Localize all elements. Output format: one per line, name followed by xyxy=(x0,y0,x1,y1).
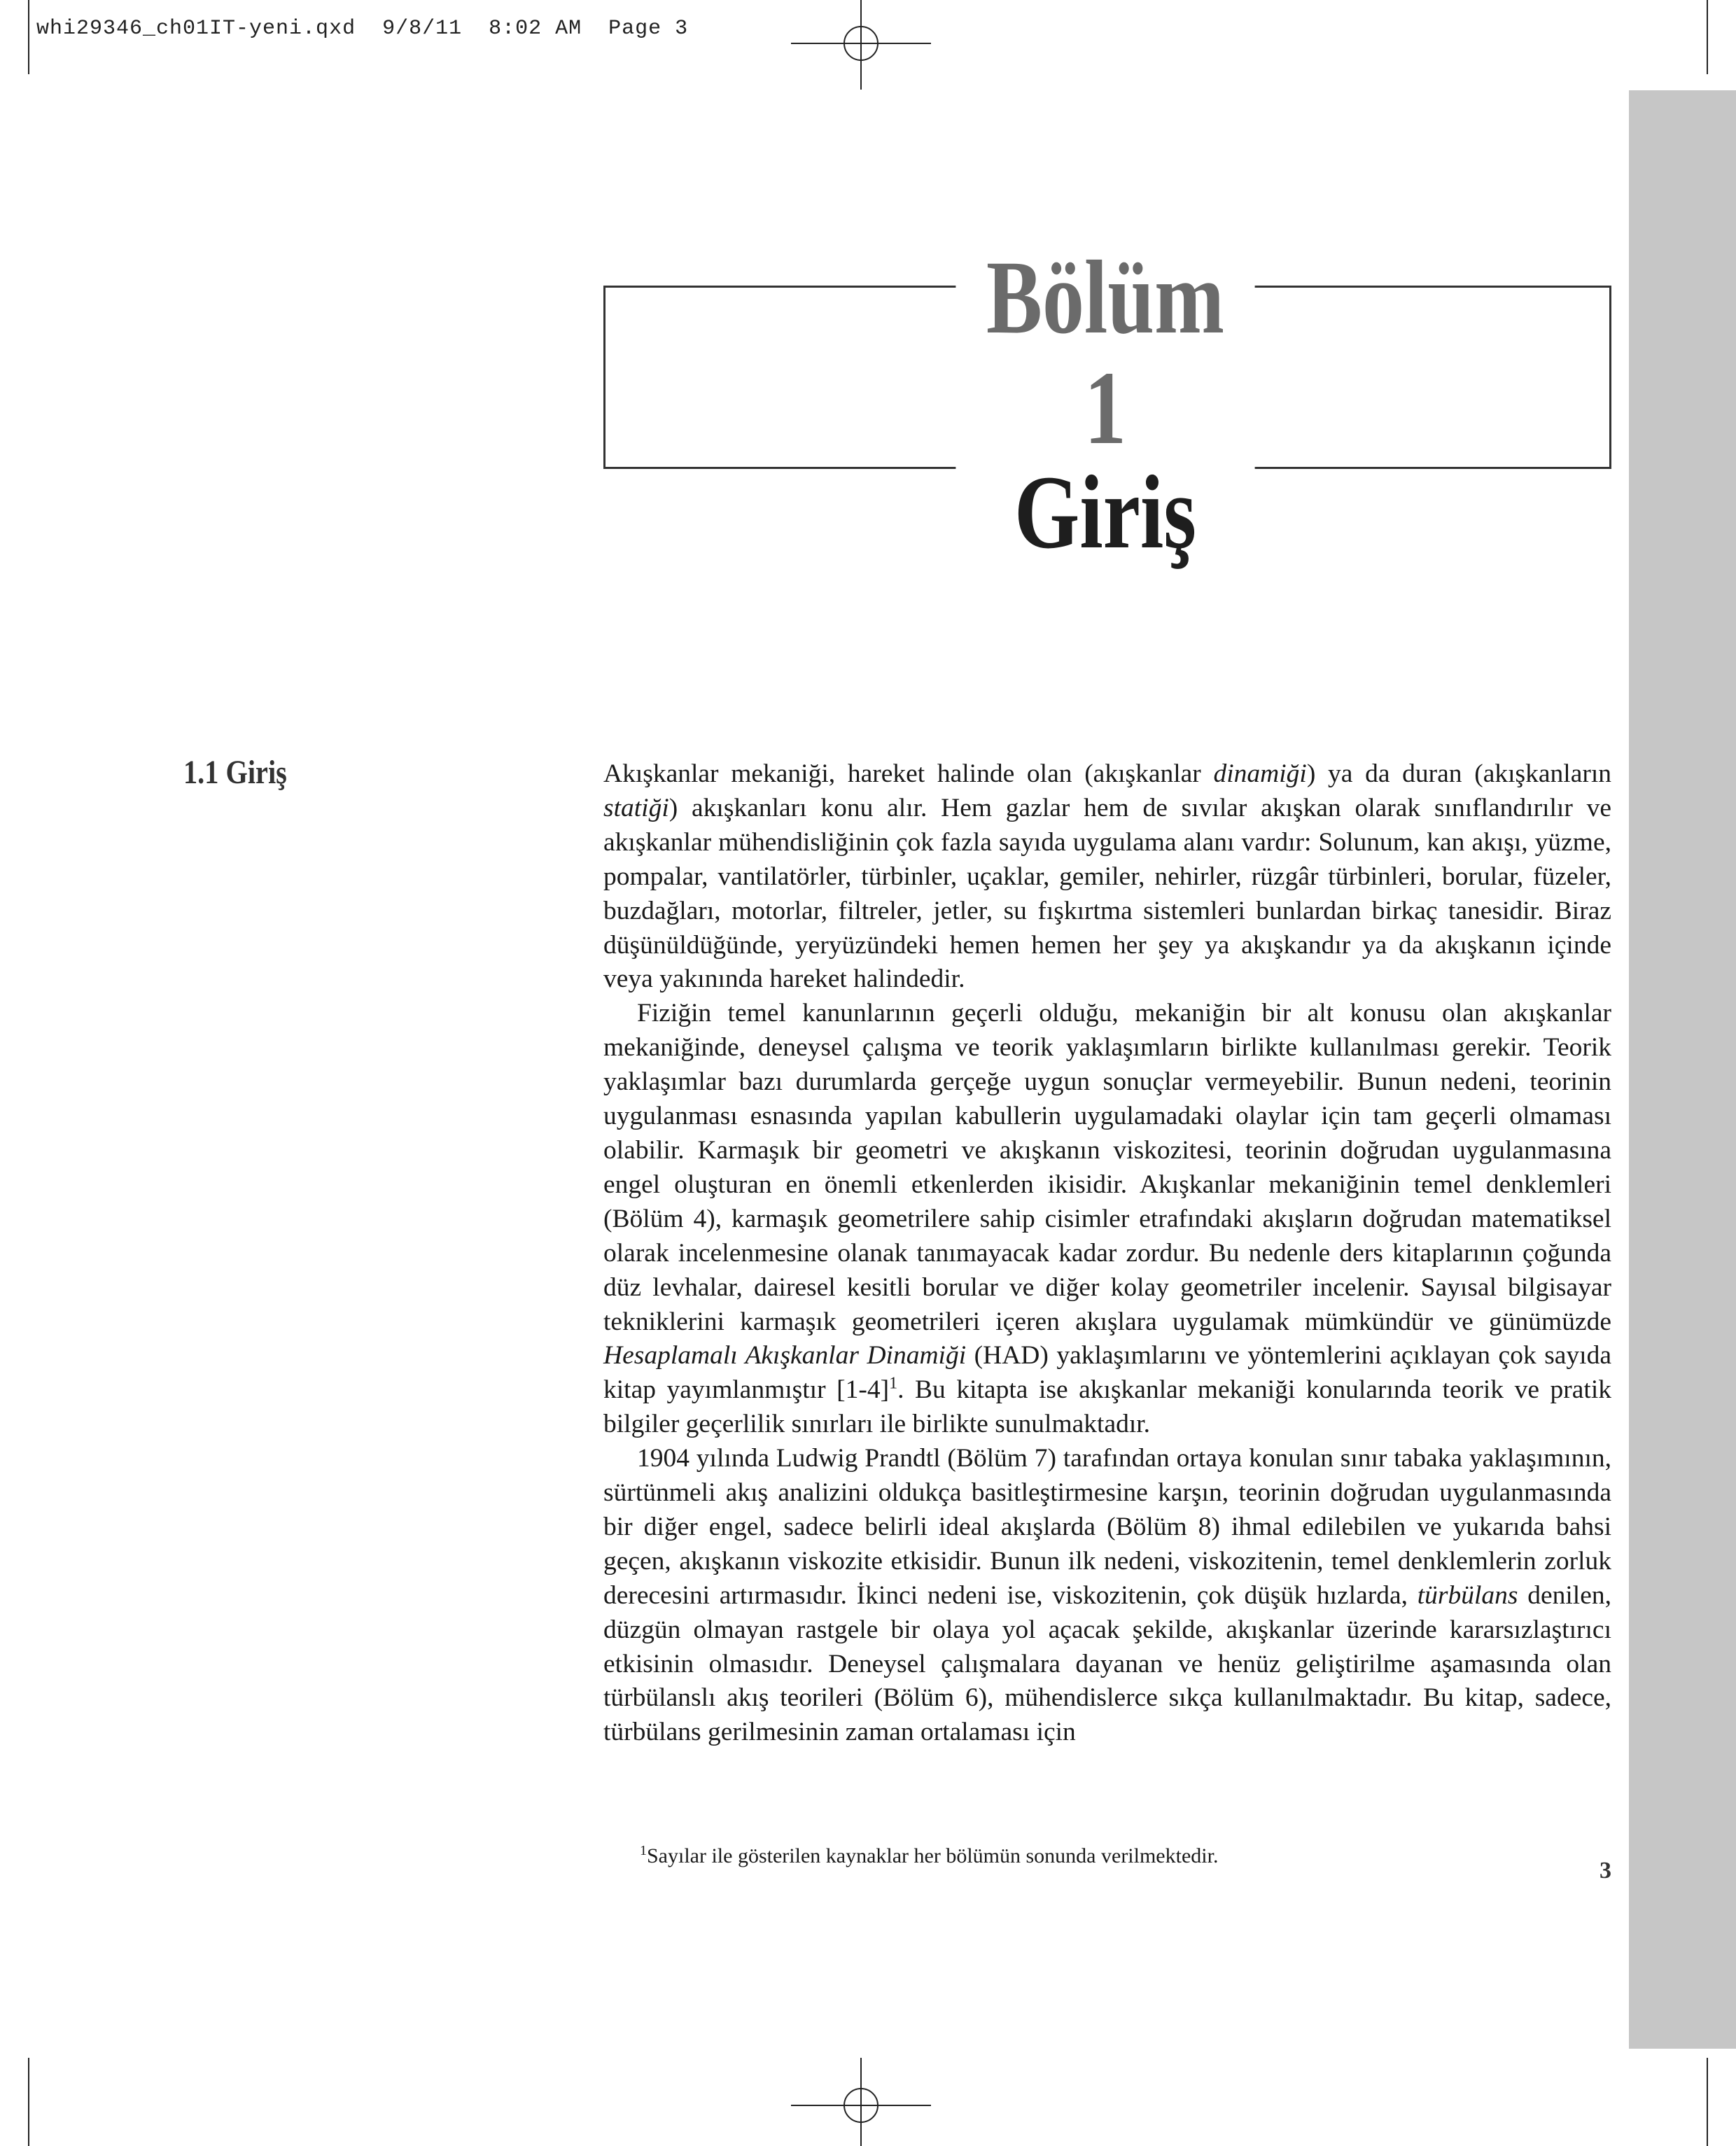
crop-mark-top-left xyxy=(28,0,29,74)
crop-mark-bottom-left xyxy=(28,2058,29,2146)
registration-mark-bottom xyxy=(791,2058,931,2146)
chapter-title: Giriş xyxy=(1014,454,1196,570)
chapter-number-label: Bölüm 1 xyxy=(986,239,1225,466)
text-run: ) akışkanları konu alır. Hem gazlar hem de sıvılar akışkan olarak sınıflandırılır ve akışkanlar mühendisliğinin çok fazla sayıda uygulama alanı vardır: Solunum, kan akışı, yüzme, pompalar, vantilatörler, türbinler, uçaklar, gemiler, nehirler, rüzgâr türbinleri, borular, füzeler, buzdağları, motorlar, filtreler, jetler, su fışkırtma sistemleri bunlardan birkaç tanesidir. Biraz düşünüldüğünde, yeryüzündeki hemen hemen her şey ya akışkandır ya da akışkanın içinde veya yakınında hareket halindedir. xyxy=(603,793,1611,994)
paragraph-1 xyxy=(603,757,1611,997)
paragraph-3 xyxy=(603,1442,1611,1750)
printer-slug-line: whi29346_ch01IT-yeni.qxd 9/8/11 8:02 AM Page 3 xyxy=(36,17,689,41)
footnote-reference: 1 xyxy=(889,1374,898,1393)
grey-side-tab xyxy=(1629,90,1736,2049)
crop-mark-bottom-right xyxy=(1707,2058,1708,2146)
text-run: Akışkanlar mekaniği, hareket halinde olan (akışkanlar xyxy=(603,759,1214,788)
footnote-text: Sayılar ile gösterilen kaynaklar her bölümün sonunda verilmektedir. xyxy=(647,1844,1219,1867)
footnote xyxy=(640,1837,1550,1870)
italic-term: statiği xyxy=(603,793,669,822)
chapter-heading xyxy=(955,239,1254,570)
registration-mark-top xyxy=(791,0,931,91)
text-run: ) ya da duran (akışkanların xyxy=(1306,759,1612,788)
paragraph-2 xyxy=(603,997,1611,1442)
footnote-marker: 1 xyxy=(640,1843,647,1858)
text-run: (HAD) yaklaşımlarını ve yöntemlerini açıklayan çok sayıda kitap yayımlanmıştır [1-4] xyxy=(603,1341,1611,1405)
section-heading: 1.1 Giriş xyxy=(183,754,287,791)
crop-mark-top-right xyxy=(1707,0,1708,74)
text-run: 1904 yılında Ludwig Prandtl (Bölüm 7) tarafından ortaya konulan sınır tabaka yaklaşımının, sürtünmeli akış analizini oldukça basitleştirmesine karşın, teorinin doğrudan uygulanmasında bir diğer engel, sadece belirli ideal akışlarda (Bölüm 8) ihmal edilebilen ve yukarıda bahsi geçen, akışkanın viskozite etkisidir. Bunun ilk nedeni, viskozitenin, temel denklemlerin zorluk derecesini artırmasıdır. İkinci nedeni ise, viskozitenin, çok düşük hızlarda, xyxy=(603,1444,1611,1610)
italic-term: Hesaplamalı Akışkanlar Dinamiği xyxy=(603,1341,967,1370)
italic-term: türbülans xyxy=(1417,1580,1518,1610)
page-number: 3 xyxy=(1600,1858,1611,1884)
text-run: Fiziğin temel kanunlarının geçerli olduğu, mekaniğin bir alt konusu olan akışkanlar mekaniğinde, deneysel çalışma ve teorik yaklaşımların birlikte kullanılması gerekir. Teorik yaklaşımlar bazı durumlarda gerçeğe uygun sonuçlar vermeyebilir. Bunun nedeni, teorinin uygulanması esnasında yapılan kabullerin uygulamadaki olaylar için tam geçerli olmaması olabilir. Karmaşık bir geometri ve akışkanın viskozitesi, teorinin doğrudan uygulanmasına engel oluşturan en önemli etkenlerden ikisidir. Akışkanlar mekaniğinin temel denklemleri (Bölüm 4), karmaşık geometrilere sahip cisimler etrafındaki akışların doğrudan matematiksel olarak incelenmesine olanak tanımayacak kadar zordur. Bu nedenle ders kitaplarının çoğunda düz levhalar, dairesel kesitli borular ve diğer kolay geometriler incelenir. Sayısal bilgisayar tekniklerini karmaşık geometrileri içeren akışlara uygulamak mümkündür ve günümüzde xyxy=(603,999,1611,1336)
text-run: denilen, düzgün olmayan rastgele bir olaya yol açacak şekilde, akışkanlar üzerinde kararsızlaştırıcı etkisinin olmasıdır. Deneysel çalışmalara dayanan ve henüz geliştirilme aşamasında olan türbülanslı akış teorileri (Bölüm 6), mühendislerce sıkça kullanılmaktadır. Bu kitap, sadece, türbülans gerilmesinin zaman ortalaması için xyxy=(603,1580,1611,1747)
italic-term: dinamiği xyxy=(1213,759,1307,788)
text-run: . Bu kitapta ise akışkanlar mekaniği konularında teorik ve pratik bilgiler geçerlilik sınırları ile birlikte sunulmaktadır. xyxy=(603,1375,1612,1439)
body-text xyxy=(603,757,1611,1750)
